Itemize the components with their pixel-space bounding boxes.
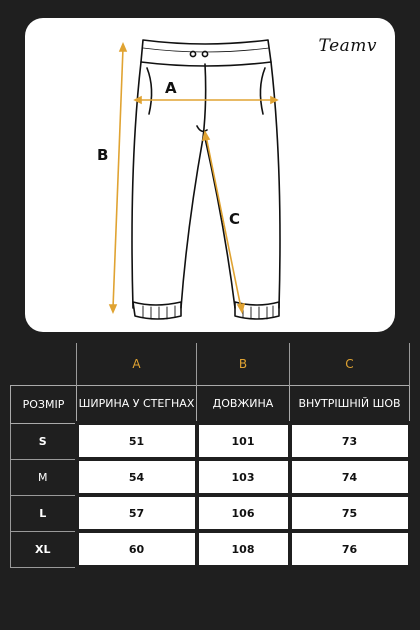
size-cell: M: [11, 459, 77, 495]
length-cell: 103: [197, 459, 290, 495]
size-table: [10, 343, 412, 569]
measure-label-c: C: [229, 210, 241, 228]
hip-cell: 51: [77, 423, 197, 459]
inseam-cell: 74: [290, 459, 410, 495]
hip-cell: 57: [77, 495, 197, 531]
length-cell: 106: [197, 495, 290, 531]
inseam-cell: 75: [290, 495, 410, 531]
pants-diagram-card: [25, 18, 395, 332]
header-inseam: ВНУТРІШНІЙ ШОВ: [290, 385, 410, 423]
pants-illustration: [25, 18, 395, 332]
table-row: [11, 459, 410, 495]
length-cell: 108: [197, 531, 290, 567]
inseam-cell: 76: [290, 531, 410, 567]
inseam-cell: 73: [290, 423, 410, 459]
header-size: РОЗМІР: [11, 385, 77, 423]
measure-label-a: A: [165, 79, 177, 97]
size-cell: S: [11, 423, 77, 459]
column-letter-a: A: [77, 343, 197, 385]
brand-logo: Teamv: [318, 36, 377, 56]
column-letter-b: B: [197, 343, 290, 385]
column-letter-row: [11, 343, 410, 385]
hip-cell: 54: [77, 459, 197, 495]
header-hip-width: ШИРИНА У СТЕГНАХ: [77, 385, 197, 423]
table-row: [11, 495, 410, 531]
header-row: [11, 385, 410, 423]
table-row: [11, 423, 410, 459]
hip-cell: 60: [77, 531, 197, 567]
length-cell: 101: [197, 423, 290, 459]
table-row: [11, 531, 410, 567]
column-letter-c: C: [290, 343, 410, 385]
measure-label-b: B: [97, 146, 109, 164]
size-cell: XL: [11, 531, 77, 567]
header-length: ДОВЖИНА: [197, 385, 290, 423]
size-cell: L: [11, 495, 77, 531]
